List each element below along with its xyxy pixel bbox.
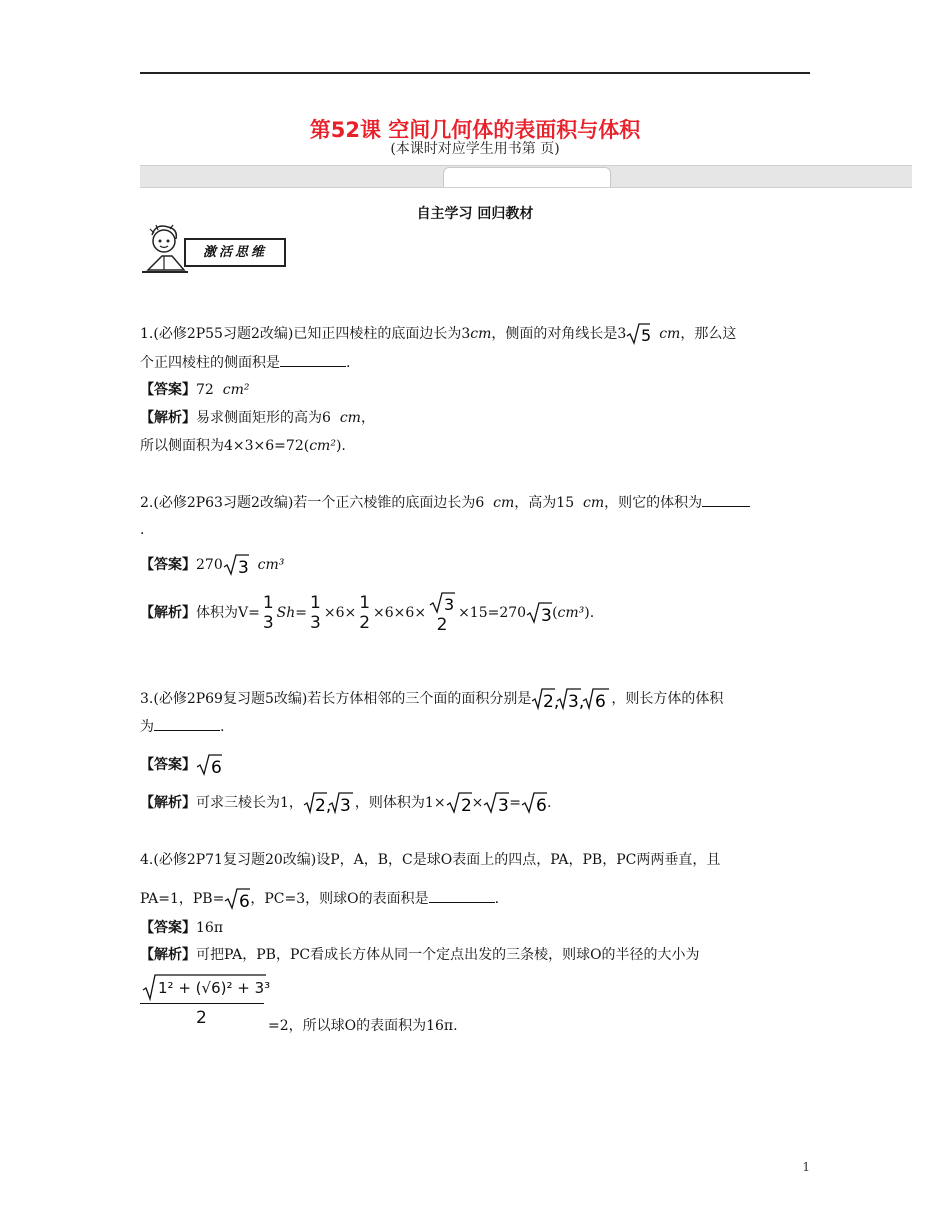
sqrt-icon — [626, 322, 650, 346]
problem-2-analysis: 【解析】体积为V= 1 3 Sh= 1 3 ×6× 1 2 ×6×6× 3 2 ×15=270 3 (cm³). — [140, 593, 595, 635]
svg-text:3: 3 — [498, 796, 510, 816]
page-title: 第52课 空间几何体的表面积与体积 — [309, 118, 641, 142]
problem-4-analysis-line-2: =2，所以球O的表面积为16π. — [268, 1018, 458, 1034]
page-number: 1 — [802, 1160, 810, 1174]
problem-3-analysis: 【解析】可求三棱长为1， 2, 3 ，则体积为1× 2 × 3 = 6 . — [140, 790, 551, 816]
problem-4-line-2: PA=1，PB= 6 ，PC=3，则球O的表面积是 . — [140, 886, 499, 912]
svg-text:3: 3 — [541, 606, 552, 626]
sqrt-icon — [429, 591, 455, 615]
badge-label: 激活思维 — [184, 238, 286, 267]
sqrt-list-icon — [531, 686, 611, 712]
fraction-denominator: 2 — [196, 1008, 207, 1028]
problem-4-answer: 【答案】16π — [140, 920, 224, 936]
sqrt-icon — [224, 886, 250, 912]
header-tab — [443, 167, 611, 187]
problem-3-line-1: 3.(必修2P69复习题5改编)若长方体相邻的三个面的面积分别是 2, 3, 6 ，则长方体的体积 — [140, 686, 723, 712]
activate-thinking-badge — [140, 225, 286, 273]
svg-text:6: 6 — [211, 758, 222, 778]
svg-text:3: 3 — [444, 595, 455, 614]
problem-1-line-1: 1.(必修2P55习题2改编)已知正四棱柱的底面边长为3cm，侧面的对角线长是3 5 cm，那么这 — [140, 322, 736, 346]
answer-blank — [280, 352, 346, 367]
problem-1-answer: 【答案】72 cm² — [140, 382, 250, 398]
problem-2-answer: 【答案】270 3 cm³ — [140, 552, 284, 578]
problem-1-analysis: 【解析】易求侧面矩形的高为6 cm， — [140, 410, 375, 426]
sqrt-icon — [521, 790, 547, 816]
svg-text:6: 6 — [536, 796, 547, 816]
radicand: 5 — [641, 326, 652, 345]
fraction: 3 2 — [429, 591, 455, 635]
sqrt-icon — [196, 752, 222, 778]
answer-blank — [702, 492, 750, 507]
svg-text:2,: 2, — [543, 692, 560, 712]
sqrt-list-icon — [303, 790, 355, 816]
section-heading: 自主学习 回归教材 — [416, 206, 534, 222]
svg-text:2,: 2, — [314, 796, 332, 816]
radius-fraction — [140, 972, 271, 1032]
svg-text:3,: 3, — [568, 692, 585, 712]
fraction-numerator: 1² + (√6)² + 3³ — [158, 979, 271, 997]
sqrt-icon — [526, 600, 552, 626]
svg-text:2: 2 — [460, 796, 472, 816]
fraction-bar — [140, 1003, 264, 1004]
svg-text:6: 6 — [239, 892, 251, 912]
problem-2-line-2: . — [140, 522, 145, 538]
problem-1-line-2: 个正四棱柱的侧面积是 . — [140, 352, 350, 373]
top-rule — [140, 72, 810, 74]
sqrt-icon — [483, 790, 509, 816]
answer-blank — [154, 716, 220, 731]
page-subtitle: (本课时对应学生用书第 页) — [390, 141, 560, 157]
problem-4-analysis: 【解析】可把PA，PB，PC看成长方体从同一个定点出发的三条棱，则球O的半径的大小为 — [140, 947, 700, 963]
svg-text:6: 6 — [595, 692, 607, 712]
fraction: 1 3 — [310, 593, 321, 633]
sqrt-icon — [446, 790, 472, 816]
answer-blank — [429, 888, 495, 903]
fraction: 1 3 — [262, 593, 274, 633]
svg-text:3: 3 — [237, 558, 249, 578]
problem-1-analysis-line-2: 所以侧面积为4×3×6=72(cm²). — [140, 438, 346, 454]
svg-text:3: 3 — [339, 796, 351, 816]
problem-2-line-1: 2.(必修2P63习题2改编)若一个正六棱锥的底面边长为6 cm，高为15 cm，则它的体积为 — [140, 492, 750, 513]
problem-4-line-1: 4.(必修2P71复习题20改编)设P，A，B，C是球O表面上的四点，PA，PB，PC两两垂直，且 — [140, 852, 721, 868]
sqrt-icon — [223, 552, 249, 578]
problem-3-answer: 【答案】 6 — [140, 752, 222, 778]
problem-3-line-2: 为 . — [140, 716, 224, 737]
fraction: 1 2 — [359, 593, 371, 633]
